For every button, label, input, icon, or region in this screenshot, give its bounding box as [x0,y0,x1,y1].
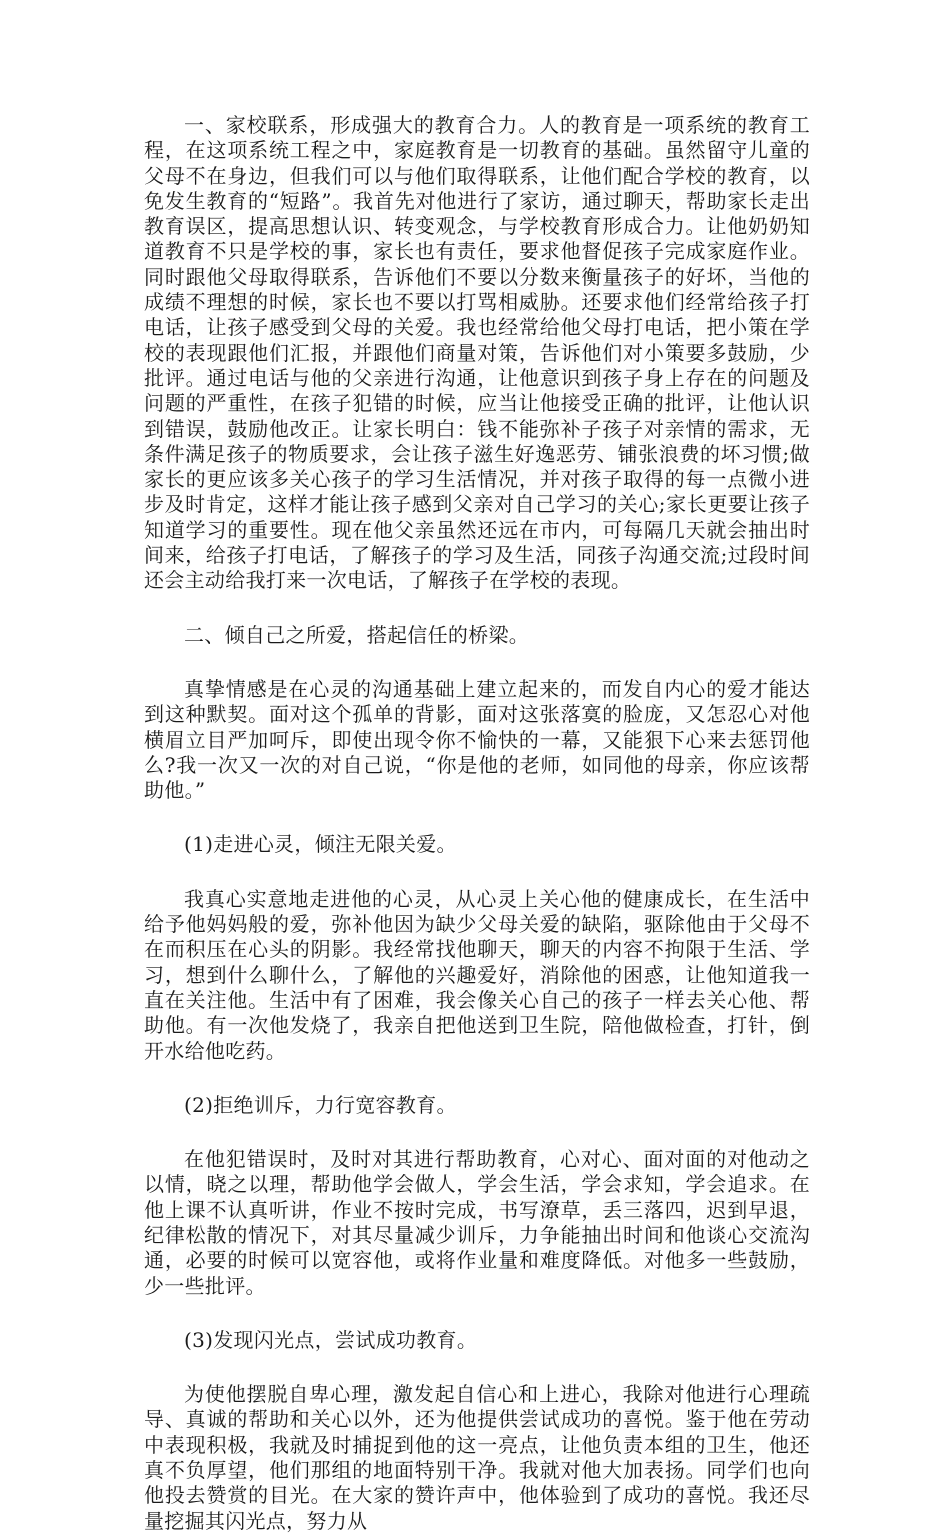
paragraph-sincere-emotion: 真挚情感是在心灵的沟通基础上建立起来的，而发自内心的爱才能达到这种默契。面对这个孤单的背影，面对这张落寞的脸庞，又怎忍心对他横眉立目严加呵斥，即使出现令你不愉快的一幕，又能狠下心来去惩罚他么?我一次又一次的对自己说，“你是他的老师，如同他的母亲，你应该帮助他。” [144,676,810,803]
paragraph-gap [144,803,810,832]
paragraph-gap [144,1118,810,1147]
paragraph-success-education: 为使他摆脱自卑心理，激发起自信心和上进心，我除对他进行心理疏导、真诚的帮助和关心以外，还为他提供尝试成功的喜悦。鉴于他在劳动中表现积极，我就及时捕捉到他的这一亮点，让他负责本组的卫生，他还真不负厚望，他们那组的地面特别干净。我就对他大加表扬。同学们也向他投去赞赏的目光。在大家的赞许声中，他体验到了成功的喜悦。我还尽量挖掘其闪光点，努力从 [144,1382,810,1533]
paragraph-tolerance: 在他犯错误时，及时对其进行帮助教育，心对心、面对面的对他动之以情，晓之以理，帮助他学会做人，学会生活，学会求知，学会追求。在他上课不认真听讲，作业不按时完成，书写潦草，丢三落四，迟到早退，纪律松散的情况下，对其尽量减少训斥，力争能抽出时间和他谈心交流沟通，必要的时候可以宽容他，或将作业量和难度降低。对他多一些鼓励，少一些批评。 [144,1147,810,1298]
document-body [144,113,810,1534]
subheading-bright-spots: (3)发现闪光点，尝试成功教育。 [184,1327,478,1352]
paragraph-care: 我真心实意地走进他的心灵，从心灵上关心他的健康成长，在生活中给予他妈妈般的爱，弥补他因为缺少父母关爱的缺陷，驱除他由于父母不在而积压在心头的阴影。我经常找他聊天，聊天的内容不拘限于生活、学习，想到什么聊什么，了解他的兴趣爱好，消除他的困惑，让他知道我一直在关注他。生活中有了困难，我会像关心自己的孩子一样去关心他、帮助他。有一次他发烧了，我亲自把他送到卫生院，陪他做检查，打针，倒开水给他吃药。 [144,886,810,1063]
paragraph-gap [144,858,810,887]
paragraph-gap [144,1064,810,1093]
paragraph-gap [144,1299,810,1328]
subheading-enter-heart: (1)走进心灵，倾注无限关爱。 [184,832,457,857]
paragraph-home-school-contact: 一、家校联系，形成强大的教育合力。人的教育是一项系统的教育工程，在这项系统工程之中，家庭教育是一切教育的基础。虽然留守儿童的父母不在身边，但我们可以与他们取得联系，让他们配合学校的教育，以免发生教育的“短路”。我首先对他进行了家访，通过聊天，帮助家长走出教育误区，提高思想认识、转变观念，与学校教育形成合力。让他奶奶知道教育不只是学校的事，家长也有责任，要求他督促孩子完成家庭作业。同时跟他父母取得联系，告诉他们不要以分数来衡量孩子的好坏，当他的成绩不理想的时候，家长也不要以打骂相威胁。还要求他们经常给孩子打电话，让孩子感受到父母的关爱。我也经常给他父母打电话，把小策在学校的表现跟他们汇报，并跟他们商量对策，告诉他们对小策要多鼓励，少批评。通过电话与他的父亲进行沟通，让他意识到孩子身上存在的问题及问题的严重性，在孩子犯错的时候，应当让他接受正确的批评，让他认识到错误，鼓励他改正。让家长明白：钱不能弥补子孩子对亲情的需求，无条件满足孩子的物质要求，会让孩子滋生好逸恶劳、铺张浪费的坏习惯;做家长的更应该多关心孩子的学习生活情况，并对孩子取得的每一点微小进步及时肯定，这样才能让孩子感到父亲对自己学习的关心;家长更要让孩子知道学习的重要性。现在他父亲虽然还远在市内，可每隔几天就会抽出时间来，给孩子打电话，了解孩子的学习及生活，同孩子沟通交流;过段时间还会主动给我打来一次电话，了解孩子在学校的表现。 [144,113,810,593]
heading-trust-bridge: 二、倾自己之所爱，搭起信任的桥梁。 [184,622,530,647]
subheading-tolerance: (2)拒绝训斥，力行宽容教育。 [184,1092,457,1117]
paragraph-gap [144,648,810,677]
paragraph-gap [144,1353,810,1382]
paragraph-gap [144,594,810,623]
